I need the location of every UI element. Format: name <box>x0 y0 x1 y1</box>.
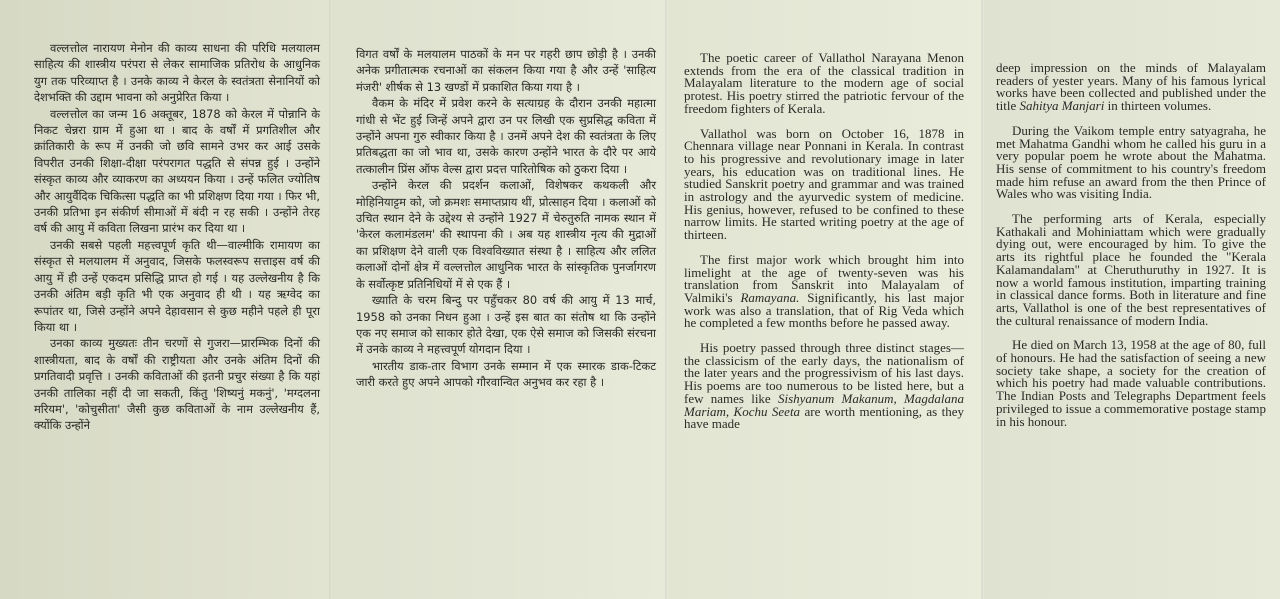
hindi-paragraph: उन्होंने केरल की प्रदर्शन कलाओं, विशेषकर कथकली और मोहिनियाट्टम को, जो क्रमशः समाप्तप्राय थीं, प्रोत्साहन दिया । कलाओं को उचित स्थान देने के उद्देश्य से उन्होंने 1927 में चेरुतुरुति नामक स्थान में 'केरल कलामंडलम' की स्थापना की । अब यह शास्त्रीय नृत्य की मुद्राओं का प्रशिक्षण देने वाली एक विश्वविख्यात संस्था है । साहित्य और ललित कलाओं दोनों क्षेत्र में वल्लत्तोल आधुनिक भारत के सांस्कृतिक पुनर्जागरण के सर्वोत्कृष्ट प्रतिनिधियों में से एक हैं । <box>356 178 656 291</box>
hindi-paragraph: वल्लत्तोल का जन्म 16 अक्तूबर, 1878 को केरल में पोन्नानि के निकट चेन्नरा ग्राम में हुआ था । बाद के वर्षों में प्रगतिशील और क्रांतिकारी के रूप में उनकी जो छवि सामने उभर कर आई उसके विपरीत उनकी शिक्षा-दीक्षा परंपरागत पद्धति से संपन्न हुई । उन्होंने संस्कृत काव्य और व्याकरण का अध्ययन किया । उन्हें फलित ज्योतिष और आयुर्वैदिक चिकित्सा पद्धति का भी प्रशिक्षण दिया गया । फिर भी, उनकी प्रतिभा इन संकीर्ण सीमाओं में बंदी न रह सकी । उन्होंने तेरह वर्ष की आयु में कविता लिखना प्रारंभ कर दिया था । <box>34 106 320 236</box>
hindi-paragraph: भारतीय डाक-तार विभाग उनके सम्मान में एक स्मारक डाक-टिकट जारी करते हुए अपने आपको गौरवान्वित अनुभव कर रहा है । <box>356 358 656 390</box>
hindi-paragraph: उनका काव्य मुख्यतः तीन चरणों से गुजरा—प्रारम्भिक दिनों की शास्त्रीयता, बाद के वर्षों की राष्ट्रीयता और उनके अंतिम दिनों की प्रगतिवादी प्रवृत्ति । उनकी कविताओं की इतनी प्रचुर संख्या है कि यहां उनकी तालिका नहीं दी जा सकती, किंतु 'शिष्यनुं मकनुं', 'मग्दलना मरियम', 'कोचुसीता' जैसी कुछ कविताओं के नाम उल्लेखनीय हैं, क्योंकि उन्होंने <box>34 336 320 433</box>
english-column-1 <box>666 0 982 599</box>
english-paragraph: During the Vaikom temple entry satyagraha, he met Mahatma Gandhi whom he called his guru in a very popular poem he wrote about the Mahatma. His sense of commitment to his country's freedom made him refuse an award from the then Prince of Wales who was visiting India. <box>996 122 1266 202</box>
text-run: The first major work which brought him into limelight at the age of twenty-seven was his translation from Sanskrit into Malayalam of Valmiki's <box>684 251 964 305</box>
text-run: are worth mentioning, as they have made <box>684 403 964 432</box>
text-run: in thirteen volumes. <box>1104 98 1212 114</box>
fold-line <box>665 0 668 599</box>
fold-line <box>981 0 984 599</box>
fold-line <box>329 0 332 599</box>
hindi-paragraph: ख्याति के चरम बिन्दु पर पहुँचकर 80 वर्ष की आयु में 13 मार्च, 1958 को उनका निधन हुआ । उन्हें इस बात का संतोष था कि उन्होंने एक नए समाज को साकार होते देखा, एक ऐसे समाज को जिसकी संरचना में उनके काव्य ने महत्त्वपूर्ण योगदान दिया । <box>356 293 656 357</box>
english-paragraph <box>684 342 964 431</box>
text-run: His poetry passed through three distinct stages—the classicism of the early days, the nationalism of the later years and the progressivism of his last days. His poems are too numerous to be listed here, but a few names like <box>684 340 964 406</box>
hindi-paragraph: वैकम के मंदिर में प्रवेश करने के सत्याग्रह के दौरान उनकी महात्मा गांधी से भेंट हुई जिन्हें अपने द्वारा उन पर लिखी एक सुप्रसिद्ध कविता में उन्होंने अपना गुरु स्वीकार किया है । उनमें अपने देश की स्वतंत्रता के लिए प्रतिबद्धता का जो भाव था, उसके कारण उन्होंने भारत के दौरे पर आये तत्कालीन प्रिंस ऑफ वेल्स द्वारा प्रदत्त पारितोषिक को ठुकरा दिया । <box>356 96 656 176</box>
work-titles: Sishyanum Makanum, Magdalana Mariam, Kochu Seeta <box>684 390 964 419</box>
hindi-column-2 <box>330 0 666 599</box>
hindi-paragraph: उनकी सबसे पहली महत्त्वपूर्ण कृति थी—वाल्मीकि रामायण का संस्कृत से मलयालम में अनुवाद, जिसके फलस्वरूप सत्ताइस वर्ष की आयु में ही उन्हें एकदम प्रसिद्धि प्राप्त हो गई । यह उल्लेखनीय है कि उनकी अंतिम बड़ी कृति भी एक अनुवाद ही थी । यह ऋग्वेद का रूपांतर था, जिसे उन्होंने अपने देहावसान से कुछ महीने पहले ही पूरा किया था । <box>34 237 320 334</box>
work-title: Ramayana. <box>740 289 800 305</box>
text-run: Significantly, his last major work was also a translation, that of Rig Veda which he completed a few months before he passed away. <box>684 289 964 331</box>
work-title: Sahitya Manjari <box>1019 98 1105 114</box>
hindi-paragraph: विगत वर्षों के मलयालम पाठकों के मन पर गहरी छाप छोड़ी है । उनकी अनेक प्रगीतात्मक रचनाओं का संकलन किया गया है और उन्हें 'साहित्य मंजरी' शीर्षक से 13 खण्डों में प्रकाशित किया गया है । <box>356 47 656 94</box>
english-column-2 <box>982 0 1280 599</box>
hindi-paragraph: वल्लत्तोल नारायण मेनोन की काव्य साधना की परिधि मलयालम साहित्य की शास्त्रीय परंपरा से लेकर सामाजिक प्रतिरोध के आधुनिक युग तक परिव्याप्त है । उनके काव्य ने केरल के स्वतंत्रता सेनानियों को देशभक्ति की उद्दाम भावना को अनुप्रेरित किया । <box>34 41 320 105</box>
hindi-column-1 <box>0 0 330 599</box>
english-paragraph: Vallathol was born on October 16, 1878 in Chennara village near Ponnani in Kerala. In contrast to his progressive and revolutionary image in later years, his education was on traditional lines. He studied Sanskrit poetry and grammar and was trained in astrology and the ayurvedic system of medicine. His genius, however, refused to be confined to these narrow limits. He started writing poetry at the age of thirteen. <box>684 125 964 243</box>
text-run: deep impression on the minds of Malayalam readers of yester years. Many of his famous lyrical works have been collected and published under the title <box>996 60 1266 114</box>
english-paragraph <box>684 251 964 331</box>
english-paragraph: The performing arts of Kerala, especially Kathakali and Mohiniattam which were gradually dying out, were encouraged by him. To give the arts its rightful place he founded the "Kerala Kalamandalam" at Cheruthuruthy in 1927. It is now a world famous institution, imparting training in classical dance forms. Both in literature and fine arts, Vallathol is one of the best representatives of the cultural renaissance of modern India. <box>996 211 1266 328</box>
english-paragraph: He died on March 13, 1958 at the age of 80, full of honours. He had the satisfaction of seeing a new society take shape, a society for the creation of which his poetry had made valuable contributions. The Indian Posts and Telegraphs Department feels privileged to issue a commemorative postage stamp in his honour. <box>996 337 1266 429</box>
english-paragraph <box>996 62 1266 113</box>
english-paragraph: The poetic career of Vallathol Narayana Menon extends from the era of the classical tradition in Malayalam literature to the modern age of social protest. His poetry stirred the patriotic fervour of the freedom fighters of Kerala. <box>684 50 964 116</box>
